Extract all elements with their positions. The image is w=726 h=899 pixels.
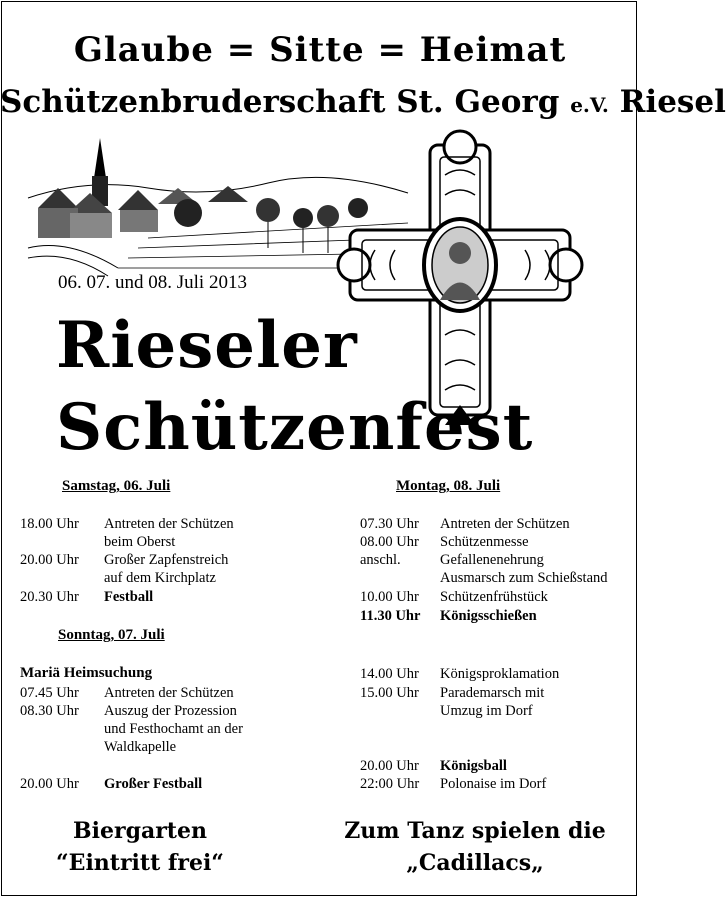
schedule-time: 20.30 Uhr — [20, 589, 79, 605]
schedule-time: 08.30 Uhr — [20, 703, 79, 719]
schedule-time: 20.00 Uhr — [20, 552, 79, 568]
footer-right-line1: Zum Tanz spielen die — [344, 818, 606, 844]
festival-title-line1: Rieseler — [56, 308, 358, 383]
saturday-heading: Samstag, 06. Juli — [62, 478, 171, 494]
schedule-time: 14.00 Uhr — [360, 666, 419, 682]
organization-name — [0, 84, 726, 120]
schedule-text: Königsproklamation — [440, 666, 560, 682]
schedule-text: Ausmarsch zum Schießstand — [440, 570, 608, 586]
festival-title-line2: Schützenfest — [56, 390, 534, 465]
schedule-text: Umzug im Dorf — [440, 703, 533, 719]
schedule-text: Schützenmesse — [440, 534, 529, 550]
schedule-text: Festball — [104, 589, 154, 605]
footer-right-line2: „Cadillacs„ — [406, 850, 544, 876]
schedule-time: 20.00 Uhr — [20, 776, 79, 792]
schedule-time: anschl. — [360, 552, 401, 568]
footer-left-line2: “Eintritt frei“ — [56, 850, 224, 876]
schedule-time: 11.30 Uhr — [360, 608, 421, 624]
schedule-text: Auszug der Prozession — [104, 703, 237, 719]
schedule-time: 20.00 Uhr — [360, 758, 419, 774]
ornate-cross-illustration — [340, 135, 580, 425]
sunday-subheading: Mariä Heimsuchung — [20, 665, 153, 681]
schedule-time: 10.00 Uhr — [360, 589, 419, 605]
schedule-time: 07.45 Uhr — [20, 685, 79, 701]
schedule-time: 15.00 Uhr — [360, 685, 419, 701]
schedule-text: Antreten der Schützen — [104, 685, 234, 701]
schedule-text: Antreten der Schützen — [104, 516, 234, 532]
org-place: Riesel — [619, 84, 726, 120]
schedule-text: Großer Zapfenstreich — [104, 552, 229, 568]
schedule-text: Großer Festball — [104, 776, 203, 792]
schedule-text: Schützenfrühstück — [440, 589, 548, 605]
festival-dates: 06. 07. und 08. Juli 2013 — [58, 272, 247, 293]
schedule-time: 07.30 Uhr — [360, 516, 419, 532]
schedule-time: 18.00 Uhr — [20, 516, 79, 532]
schedule-text: Waldkapelle — [104, 739, 177, 755]
org-main: Schützenbruderschaft St. Georg — [0, 84, 560, 120]
motto: Glaube = Sitte = Heimat — [73, 30, 567, 70]
org-ev: e.V. — [570, 93, 609, 117]
monday-heading: Montag, 08. Juli — [396, 478, 501, 494]
schedule-text: beim Oberst — [104, 534, 176, 550]
schedule-text: Gefallenenehrung — [440, 552, 544, 568]
schedule-text: Parademarsch mit — [440, 685, 545, 701]
schedule-time: 08.00 Uhr — [360, 534, 419, 550]
schedule-text: Königsschießen — [440, 608, 537, 624]
schedule-text: Polonaise im Dorf — [440, 776, 547, 792]
schedule-text: auf dem Kirchplatz — [104, 570, 216, 586]
schedule-time: 22:00 Uhr — [360, 776, 420, 792]
schedule-text: Königsball — [440, 758, 507, 774]
schedule-text: und Festhochamt an der — [104, 721, 243, 737]
footer-left-line1: Biergarten — [73, 818, 207, 844]
sunday-heading: Sonntag, 07. Juli — [58, 627, 165, 643]
schedule-text: Antreten der Schützen — [440, 516, 570, 532]
